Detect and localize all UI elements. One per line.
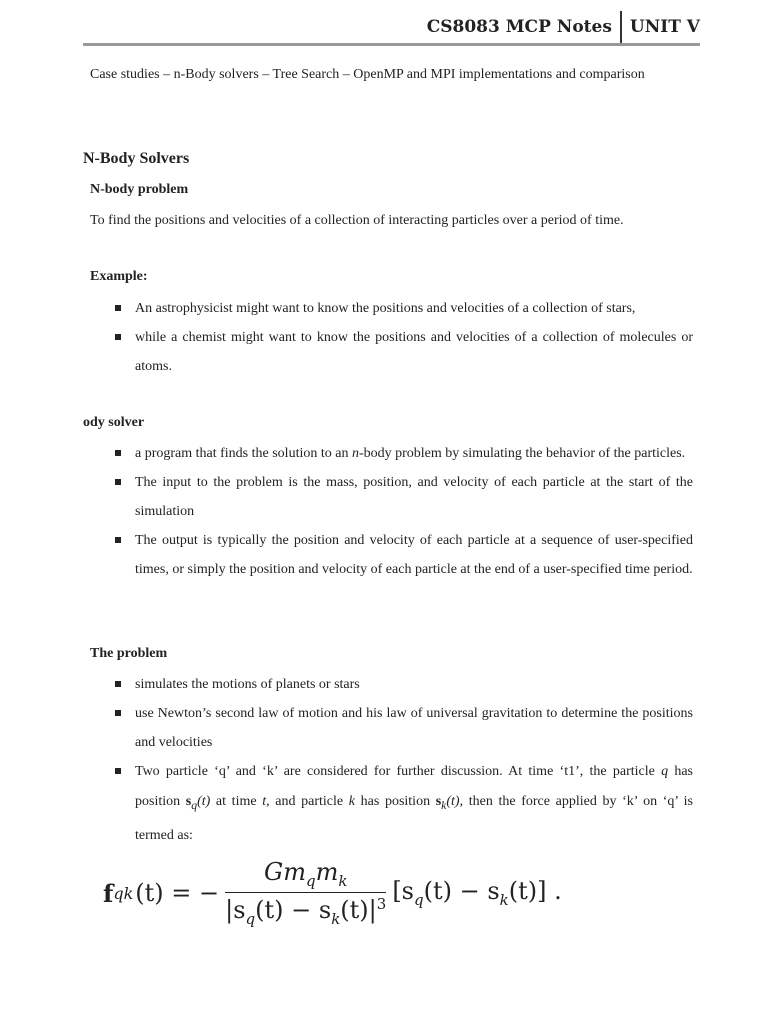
list-item: Two particle ‘q’ and ‘k’ are considered for further discussion. At time ‘t1’, the particle q has position $s_q(t)$ at time t, and particle k has position $s_k(t)$, then the force applied by ‘k’ on ‘q’ is termed as:	[90, 757, 693, 851]
intro-block	[90, 60, 693, 89]
square-bullet-icon	[115, 710, 121, 716]
nbody-problem-text: To find the positions and velocities of a collection of interacting particles over a period of time.	[90, 213, 624, 228]
list-item: use Newton’s second law of motion and his law of universal gravitation to determine the positions and velocities	[90, 699, 693, 757]
square-bullet-icon	[115, 537, 121, 543]
nbody-problem-heading: N-body problem	[90, 182, 189, 197]
problem-list	[90, 670, 693, 851]
list-item: The output is typically the position and velocity of each particle at a sequence of user-specified times, or simply the position and velocity of each particle at the end of a user-specified time period.	[90, 526, 693, 584]
square-bullet-icon	[115, 681, 121, 687]
solver-list	[90, 439, 693, 584]
square-bullet-icon	[115, 450, 121, 456]
square-bullet-icon	[115, 305, 121, 311]
header-rule	[83, 43, 700, 46]
formula-fraction	[225, 858, 386, 928]
page-header	[427, 12, 700, 42]
intro-text: Case studies – n-Body solvers – Tree Search – OpenMP and MPI implementations and comparison	[90, 67, 645, 82]
square-bullet-icon	[115, 768, 121, 774]
problem-heading: The problem	[90, 646, 168, 661]
list-item: simulates the motions of planets or stars	[90, 670, 693, 699]
formula-denominator: $|s_q(t) - s_k(t)|^3$	[225, 895, 387, 929]
force-formula: f qk (t) = − $\frac{Gm_qm_k}{|s_q(t) - s_k(t)|^3}$ $[s_q(t) - s_k(t)]$ .	[103, 858, 562, 929]
list-item: a program that finds the solution to an n-body problem by simulating the behavior of the particles.	[90, 439, 693, 468]
solver-heading: ody solver	[83, 415, 145, 430]
list-item: The input to the problem is the mass, position, and velocity of each particle at the start of the simulation	[90, 468, 693, 526]
square-bullet-icon	[115, 479, 121, 485]
formula-rhs: $[s_q(t) - s_k(t)]$ .	[392, 877, 562, 909]
example-heading: Example:	[90, 269, 148, 284]
example-list	[90, 294, 693, 381]
formula-numerator: $Gm_qm_k$	[264, 858, 348, 890]
header-unit: UNIT V	[629, 17, 700, 37]
header-course-title: CS8083 MCP Notes	[426, 17, 612, 37]
list-item: An astrophysicist might want to know the positions and velocities of a collection of stars,	[90, 294, 693, 323]
square-bullet-icon	[115, 334, 121, 340]
list-item: while a chemist might want to know the positions and velocities of a collection of molecules or atoms.	[90, 323, 693, 381]
section-title: N-Body Solvers	[83, 150, 190, 167]
